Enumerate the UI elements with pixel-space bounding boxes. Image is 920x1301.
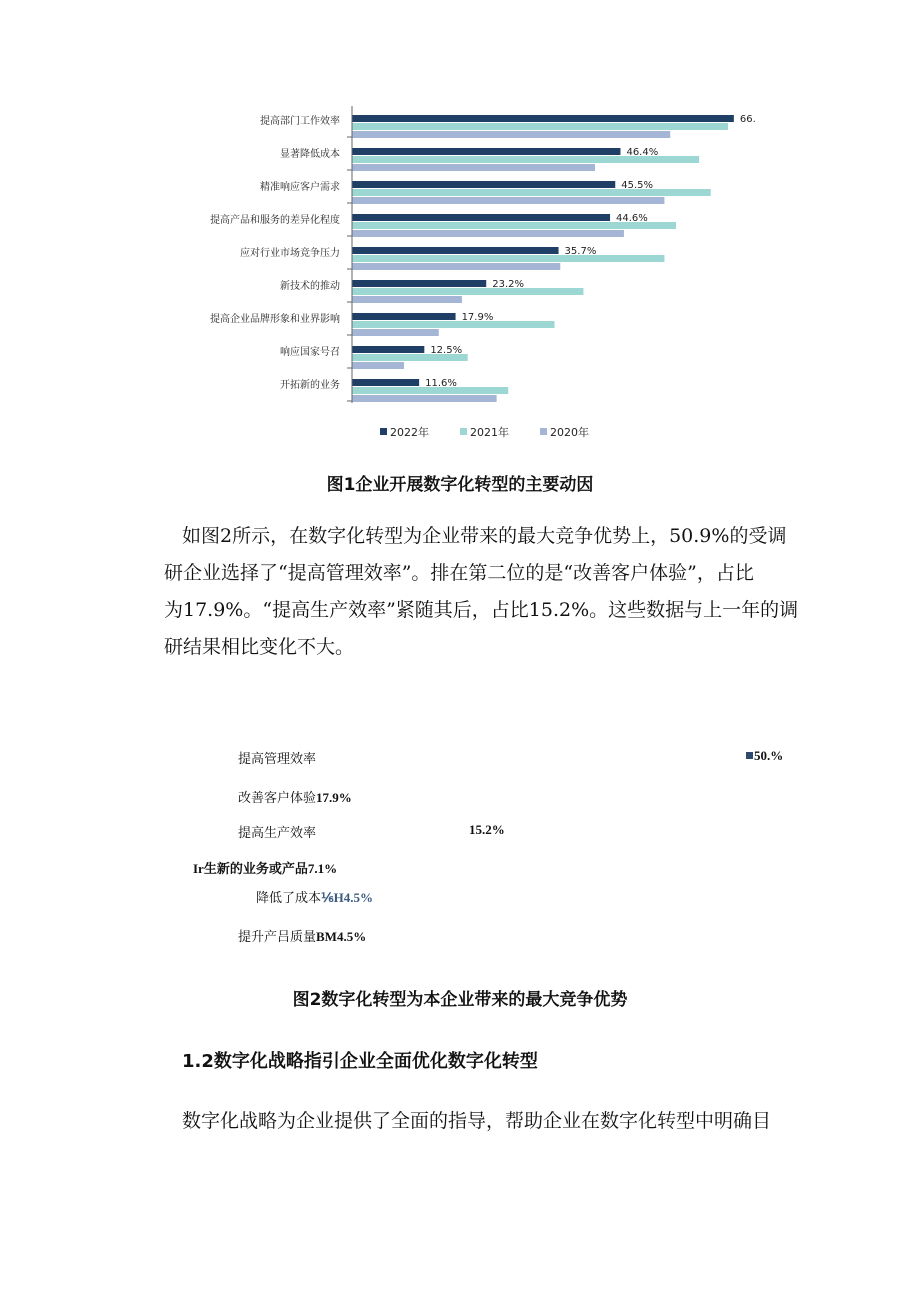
- bar-2021年: [352, 123, 728, 130]
- bar-2022年: [352, 247, 559, 254]
- legend-swatch: [460, 428, 467, 435]
- value-label: 35.7%: [564, 246, 597, 257]
- advantage-value: BM4.5%: [316, 929, 367, 944]
- bar-2022年: [352, 214, 610, 221]
- legend-label: 2020年: [550, 426, 589, 439]
- category-label: 提高企业品牌形象和业界影响: [210, 314, 340, 325]
- value-label: 45.5%: [621, 180, 654, 191]
- legend-swatch: [380, 428, 387, 435]
- legend-label: 2022年: [390, 426, 429, 439]
- advantage-row: [238, 926, 366, 945]
- value-label: 11.6%: [425, 378, 457, 389]
- value-label: 12.5%: [430, 345, 463, 356]
- paragraph-1: [164, 518, 802, 666]
- bar-2020年: [352, 362, 404, 369]
- category-label: 响应国家号召: [280, 347, 340, 358]
- advantage-label: 改善客户体验: [238, 791, 317, 806]
- value-label: 44.6%: [616, 213, 648, 224]
- bar-2022年: [352, 346, 424, 353]
- bar-2022年: [352, 379, 419, 386]
- legend-square-icon: [746, 752, 753, 759]
- paragraph-line: 如图2所示，在数字化转型为企业带来的最大竞争优势上，50.9%的受调: [182, 525, 787, 547]
- figure2-caption: 图2数字化转型为本企业带来的最大竞争优势: [292, 990, 628, 1010]
- paragraph-2: [182, 1103, 802, 1140]
- bar-2021年: [352, 321, 555, 328]
- value-label: 46.4%: [626, 147, 659, 158]
- category-label: 提高产品和服务的差异化程度: [210, 215, 340, 226]
- bar-2020年: [352, 197, 664, 204]
- category-label: 新技术的推动: [280, 281, 340, 292]
- legend-label: 2021年: [470, 426, 509, 439]
- advantage-row: [193, 858, 337, 877]
- value-label: 23.2%: [492, 279, 525, 290]
- legend-swatch: [540, 428, 547, 435]
- bar-2022年: [352, 313, 456, 320]
- advantage-value: 17.9%: [316, 790, 352, 805]
- bar-2020年: [352, 131, 670, 138]
- advantage-label: 降低了成本: [256, 891, 322, 906]
- advantage-value: 50.%: [746, 748, 783, 764]
- paragraph-line: 研结果相比变化不大。: [164, 636, 355, 658]
- motivation-bar-chart: [150, 96, 790, 448]
- paragraph-line: 为17.9%。“提高生产效率”紧随其后，占比15.2%。这些数据与上一年的调: [164, 599, 799, 621]
- advantage-label: Ir生新的业务或产品: [193, 861, 308, 876]
- bar-2020年: [352, 329, 439, 336]
- paragraph-line: 研企业选择了“提高管理效率”。排在第二位的是“改善客户体验”，占比: [164, 562, 754, 584]
- advantage-row: [256, 887, 373, 906]
- section-heading: 1.2数字化战略指引企业全面优化数字化转型: [182, 1051, 538, 1072]
- bar-2022年: [352, 148, 620, 155]
- advantage-label: 提升产吕质量: [238, 930, 317, 945]
- bar-2021年: [352, 189, 711, 196]
- paragraph-line: 数字化战略为企业提供了全面的指导，帮助企业在数字化转型中明确目: [182, 1110, 772, 1132]
- category-label: 精准响应客户需求: [260, 182, 340, 193]
- figure1-caption: 图1企业开展数字化转型的主要动因: [326, 475, 594, 495]
- bar-2020年: [352, 164, 595, 171]
- bar-2020年: [352, 230, 624, 237]
- value-label: 66.: [739, 114, 756, 125]
- advantage-value: 7.1%: [307, 861, 338, 876]
- advantage-value: ⅙H4.5%: [321, 890, 373, 905]
- bar-2022年: [352, 280, 486, 287]
- bar-2021年: [352, 288, 583, 295]
- category-label: 提高部门工作效率: [260, 116, 340, 127]
- advantage-label: 提高管理效率: [238, 752, 317, 767]
- bar-2021年: [352, 255, 664, 262]
- bar-2020年: [352, 263, 560, 270]
- bar-2020年: [352, 296, 462, 303]
- category-label: 应对行业市场竞争压力: [240, 248, 340, 259]
- category-label: 开拓新的业务: [280, 380, 340, 391]
- advantage-value: 15.2%: [469, 822, 505, 837]
- bar-2020年: [352, 395, 497, 402]
- bar-2022年: [352, 115, 734, 122]
- category-label: 显著降低成本: [280, 149, 340, 160]
- advantage-label: 提高生产效率: [238, 826, 317, 841]
- advantage-row: [238, 787, 352, 806]
- value-label: 17.9%: [461, 312, 494, 323]
- bar-2022年: [352, 181, 615, 188]
